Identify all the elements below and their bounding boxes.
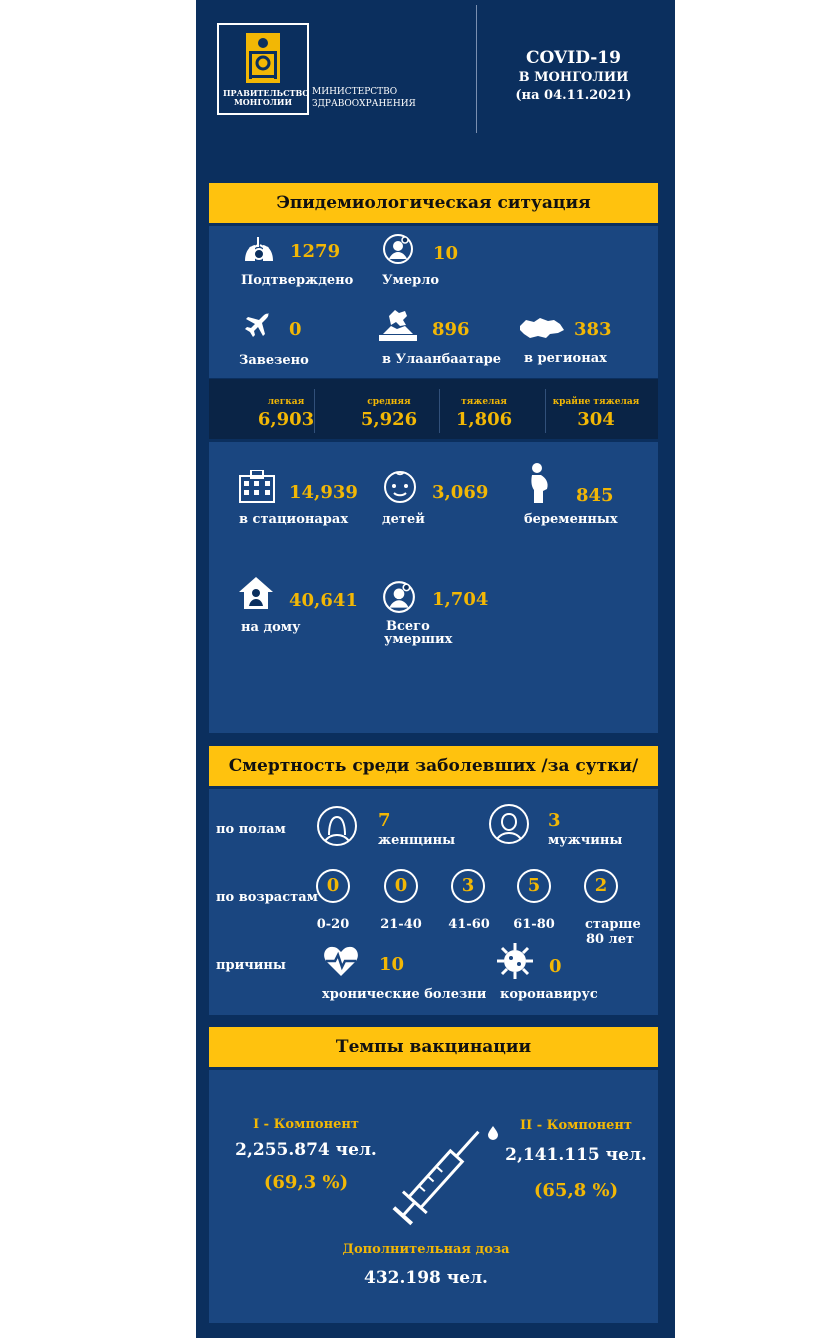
confirmed-label: Подтверждено: [241, 273, 354, 288]
total-deaths-label-2: умерших: [384, 632, 453, 647]
first-dose-percent: (69,3 %): [263, 1172, 349, 1193]
imported-value: 0: [289, 319, 302, 340]
first-dose-count: 2,255.874 чел.: [235, 1140, 377, 1160]
ulaanbaatar-label: в Улаанбаатаре: [382, 352, 501, 367]
chronic-value: 10: [379, 954, 405, 975]
second-dose-title: II - Компонент: [520, 1118, 632, 1133]
ulaanbaatar-value: 896: [432, 319, 470, 340]
age-over-80-label-2: 80 лет: [585, 932, 635, 947]
age-21-40-value: 0: [384, 869, 418, 903]
epi-banner: Эпидемиологическая ситуация: [209, 183, 658, 223]
pregnant-label: беременных: [524, 512, 618, 527]
heart-pulse-icon: [323, 945, 359, 977]
children-label: детей: [382, 512, 425, 527]
vaccination-banner: Темпы вакцинации: [209, 1027, 658, 1067]
second-dose-count: 2,141.115 чел.: [505, 1145, 647, 1165]
booster-count: 432.198 чел.: [364, 1268, 488, 1288]
total-deaths-label: Всего: [386, 619, 430, 634]
severity-moderate-label: средняя: [367, 397, 411, 407]
age-over-80-label: старше: [585, 917, 641, 932]
men-label: мужчины: [548, 833, 623, 848]
second-dose-percent: (65,8 %): [533, 1180, 619, 1201]
confirmed-value: 1279: [290, 241, 341, 262]
age-61-80-label: 61-80: [513, 917, 555, 932]
children-value: 3,069: [432, 482, 489, 503]
women-value: 7: [378, 810, 391, 831]
hospital-icon: [238, 470, 276, 504]
pregnant-icon: [526, 462, 550, 504]
patient-icon: [382, 233, 414, 265]
government-seal: [217, 23, 309, 115]
age-61-80-value: 5: [517, 869, 551, 903]
regions-label: в регионах: [524, 351, 607, 366]
pregnant-value: 845: [576, 485, 614, 506]
women-label: женщины: [378, 833, 456, 848]
hospital-value: 14,939: [289, 482, 358, 503]
home-label: на дому: [241, 620, 301, 635]
monument-icon: [379, 308, 417, 342]
virus-lungs-icon: [242, 235, 276, 265]
soyombo-emblem-icon: [246, 33, 280, 87]
died-value: 10: [433, 243, 459, 264]
severity-mild-label: легкая: [267, 397, 305, 407]
age-21-40-label: 21-40: [380, 917, 422, 932]
patient-icon: [382, 580, 416, 614]
by-age-label: по возрастам: [216, 890, 318, 905]
syringe-icon: [374, 1118, 504, 1236]
infographic: [196, 0, 675, 1338]
booster-title: Дополнительная доза: [342, 1242, 510, 1257]
regions-value: 383: [574, 319, 612, 340]
severity-severe-label: тяжелая: [461, 397, 507, 407]
ministry-name: МИНИСТЕРСТВО ЗДРАВООХРАНЕНИЯ: [312, 87, 416, 109]
woman-icon: [316, 805, 358, 847]
severity-critical-label: крайне тяжелая: [552, 397, 640, 407]
title-covid: COVID-19: [526, 48, 621, 68]
covid-value: 0: [549, 956, 562, 977]
died-label: Умерло: [382, 273, 440, 288]
chronic-label: хронические болезни: [322, 987, 487, 1002]
by-gender-label: по полам: [216, 822, 286, 837]
severity-critical-value: 304: [577, 409, 615, 430]
causes-label: причины: [216, 958, 286, 973]
men-value: 3: [548, 810, 561, 831]
seal-text: ПРАВИТЕЛЬСТВО МОНГОЛИИ: [223, 88, 310, 107]
age-0-20-label: 0-20: [316, 917, 350, 932]
baby-icon: [382, 468, 418, 504]
title-country: В МОНГОЛИИ: [518, 70, 629, 85]
man-icon: [488, 803, 530, 845]
header-divider: [476, 5, 477, 133]
age-over-80-value: 2: [584, 869, 618, 903]
age-41-60-value: 3: [451, 869, 485, 903]
severity-divider: [439, 389, 440, 433]
mortality-banner: Смертность среди заболевших /за сутки/: [209, 746, 658, 786]
mongolia-map-icon: [518, 316, 566, 340]
first-dose-title: I - Компонент: [253, 1117, 359, 1132]
age-41-60-label: 41-60: [448, 917, 490, 932]
airplane-icon: [242, 311, 272, 341]
title-date: (на 04.11.2021): [515, 88, 632, 103]
total-deaths-value: 1,704: [432, 589, 489, 610]
severity-moderate-value: 5,926: [360, 409, 418, 430]
hospital-label: в стационарах: [239, 512, 349, 527]
coronavirus-icon: [496, 942, 534, 980]
covid-label: коронавирус: [500, 987, 598, 1002]
imported-label: Завезено: [239, 353, 309, 368]
home-value: 40,641: [289, 590, 358, 611]
age-0-20-value: 0: [316, 869, 350, 903]
severity-mild-value: 6,903: [257, 409, 315, 430]
home-icon: [238, 576, 274, 610]
severity-severe-value: 1,806: [455, 409, 513, 430]
